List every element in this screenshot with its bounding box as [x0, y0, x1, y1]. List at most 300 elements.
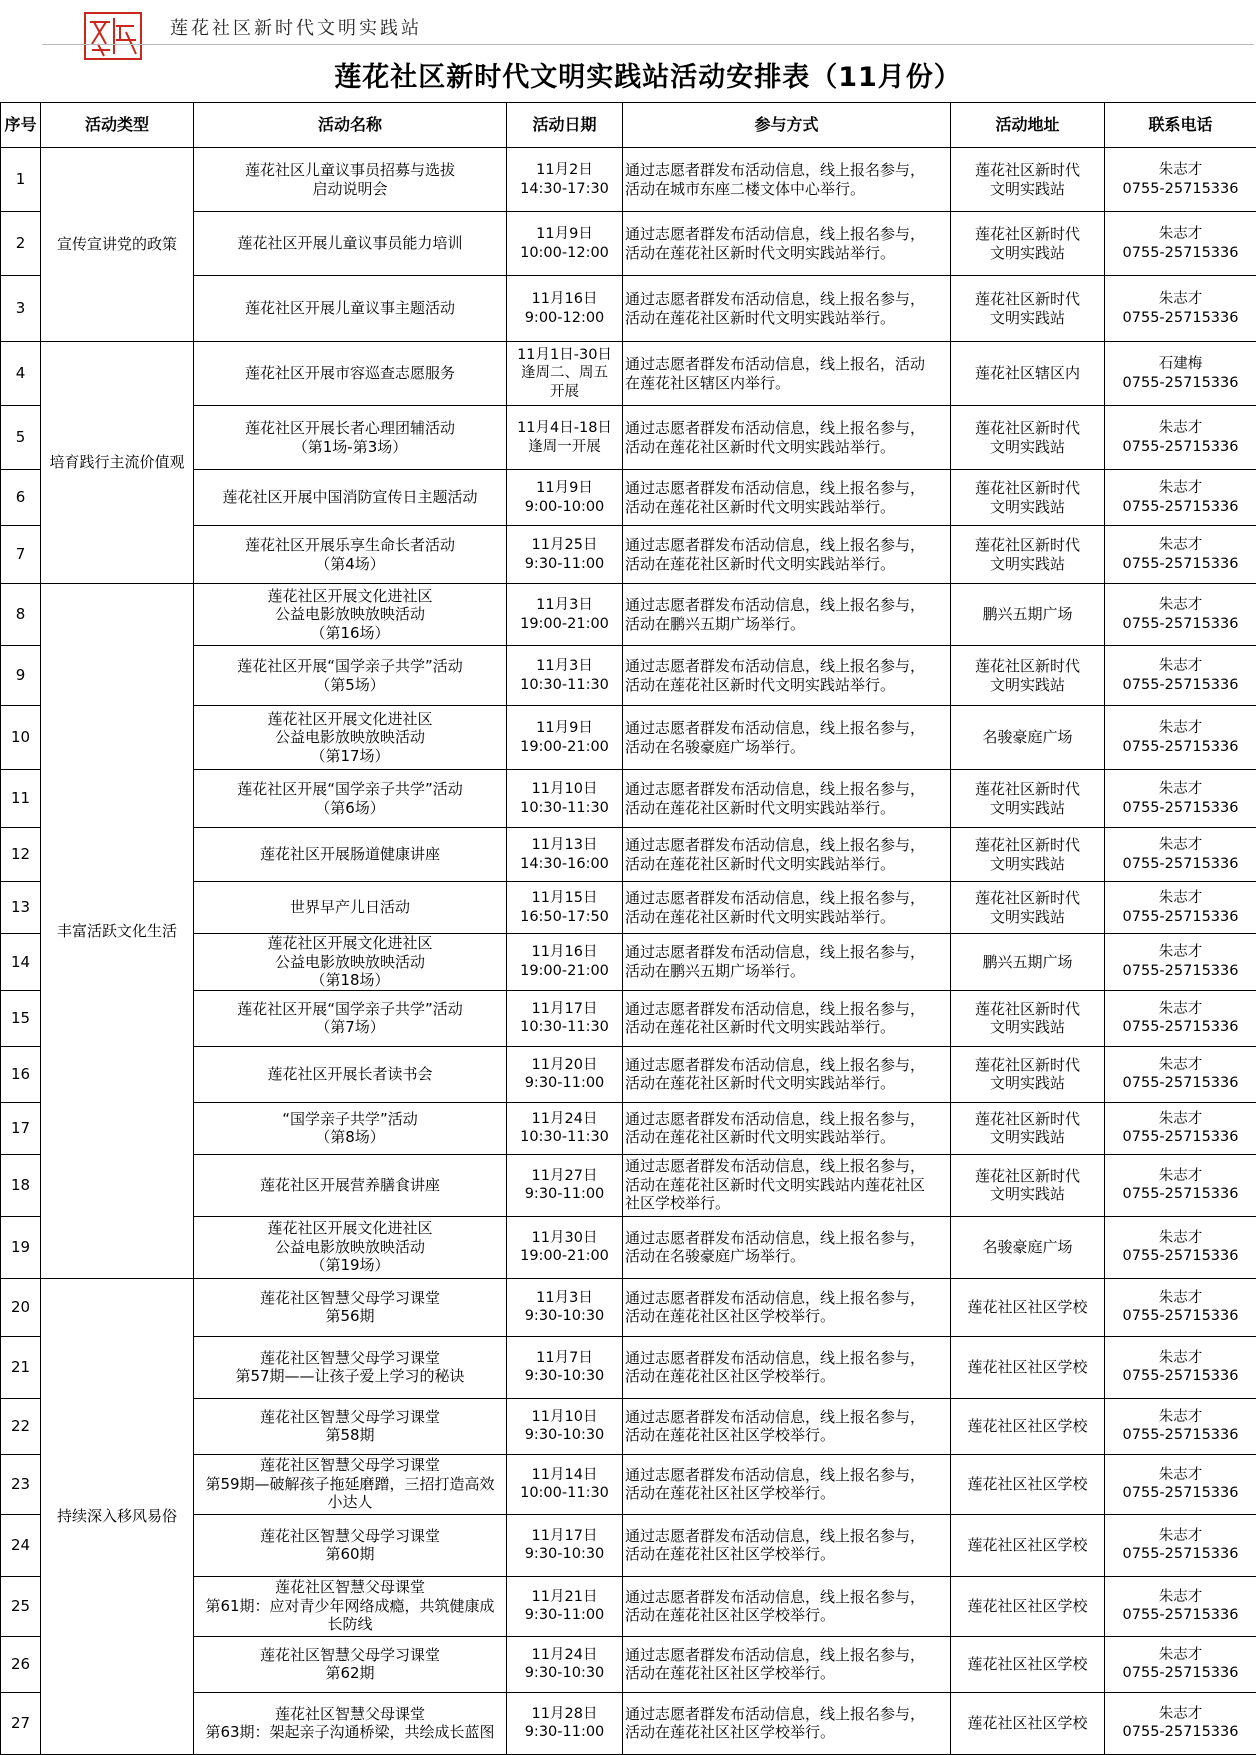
cell-line: 活动在莲花社区社区学校举行。	[625, 1307, 948, 1326]
activity-date-cell	[507, 770, 623, 828]
activity-name-cell	[194, 1576, 507, 1636]
cell-line: 通过志愿者群发布活动信息，线上报名参与，	[625, 1349, 948, 1368]
cell-line: 莲花社区开展文化进社区	[196, 710, 504, 729]
cell-line: 莲花社区辖区内	[953, 364, 1102, 383]
cell-line: 莲花社区开展“国学亲子共学”活动	[196, 1000, 504, 1019]
participation-cell	[623, 882, 951, 934]
contact-phone-cell	[1105, 882, 1256, 934]
contact-phone-cell	[1105, 1636, 1256, 1692]
activity-type-cell: 宣传宣讲党的政策	[41, 148, 194, 342]
activity-address-cell	[951, 1454, 1105, 1514]
cell-line: 文明实践站	[953, 799, 1102, 818]
cell-line: 11月3日	[509, 1289, 620, 1308]
participation-cell	[623, 1278, 951, 1336]
cell-line: 文明实践站	[953, 676, 1102, 695]
cell-line: 活动在莲花社区新时代文明实践站内莲花社区	[625, 1176, 948, 1195]
cell-line: 0755-25715336	[1107, 615, 1254, 634]
row-index: 25	[1, 1576, 41, 1636]
cell-line: 莲花社区智慧父母课堂	[196, 1705, 504, 1724]
contact-phone-cell	[1105, 1576, 1256, 1636]
cell-line: 通过志愿者群发布活动信息，线上报名参与，	[625, 943, 948, 962]
activity-name-cell	[194, 1046, 507, 1102]
activity-date-cell	[507, 882, 623, 934]
activity-date-cell	[507, 1336, 623, 1398]
activity-name-cell	[194, 770, 507, 828]
participation-cell	[623, 526, 951, 584]
activity-name-cell	[194, 342, 507, 406]
activity-date-cell	[507, 342, 623, 406]
cell-line: 莲花社区开展文化进社区	[196, 1219, 504, 1238]
participation-cell	[623, 1398, 951, 1454]
cell-line: 11月21日	[509, 1588, 620, 1607]
participation-cell	[623, 1102, 951, 1154]
activity-name-cell	[194, 1398, 507, 1454]
cell-line: 莲花社区开展肠道健康讲座	[196, 845, 504, 864]
cell-line: 9:30-10:30	[509, 1426, 620, 1445]
activity-address-cell	[951, 1692, 1105, 1754]
cell-line: 0755-25715336	[1107, 908, 1254, 927]
cell-line: 文明实践站	[953, 438, 1102, 457]
activity-date-cell	[507, 406, 623, 470]
participation-cell	[623, 1154, 951, 1216]
activity-address-cell	[951, 276, 1105, 342]
cell-line: 11月15日	[509, 889, 620, 908]
activity-date-cell	[507, 1692, 623, 1754]
cell-line: 0755-25715336	[1107, 962, 1254, 981]
activity-schedule-table	[0, 102, 1256, 1755]
contact-phone-cell	[1105, 1102, 1256, 1154]
contact-phone-cell	[1105, 1454, 1256, 1514]
cell-line: 0755-25715336	[1107, 1128, 1254, 1147]
table-title-row	[42, 44, 1254, 103]
table-row	[1, 342, 1256, 406]
cell-line: 0755-25715336	[1107, 1367, 1254, 1386]
activity-address-cell	[951, 934, 1105, 991]
cell-line: 11月10日	[509, 780, 620, 799]
cell-line: 0755-25715336	[1107, 1018, 1254, 1037]
cell-line: 通过志愿者群发布活动信息，线上报名参与，	[625, 780, 948, 799]
cell-line: 文明实践站	[953, 498, 1102, 517]
activity-name-cell	[194, 406, 507, 470]
cell-line: 11月2日	[509, 161, 620, 180]
cell-line: 朱志才	[1107, 1167, 1254, 1186]
cell-line: 文明实践站	[953, 244, 1102, 263]
cell-line: 朱志才	[1107, 1349, 1254, 1368]
cell-line: 活动在莲花社区新时代文明实践站举行。	[625, 244, 948, 263]
activity-name-cell	[194, 1336, 507, 1398]
activity-date-cell	[507, 1278, 623, 1336]
cell-line: （第7场）	[196, 1018, 504, 1037]
cell-line: 19:00-21:00	[509, 962, 620, 981]
column-header-participation: 参与方式	[623, 103, 951, 148]
activity-name-cell	[194, 1154, 507, 1216]
contact-phone-cell	[1105, 1336, 1256, 1398]
cell-line: 文明实践站	[953, 309, 1102, 328]
cell-line: 9:00-12:00	[509, 309, 620, 328]
contact-phone-cell	[1105, 526, 1256, 584]
row-index: 24	[1, 1514, 41, 1576]
row-index: 23	[1, 1454, 41, 1514]
row-index: 12	[1, 828, 41, 882]
cell-line: 活动在莲花社区新时代文明实践站举行。	[625, 855, 948, 874]
activity-address-cell	[951, 148, 1105, 212]
cell-line: （第5场）	[196, 676, 504, 695]
cell-line: 鹏兴五期广场	[953, 953, 1102, 972]
cell-line: 通过志愿者群发布活动信息，线上报名参与，	[625, 836, 948, 855]
activity-date-cell	[507, 1514, 623, 1576]
cell-line: 0755-25715336	[1107, 180, 1254, 199]
activity-address-cell	[951, 212, 1105, 276]
cell-line: 莲花社区新时代	[953, 1000, 1102, 1019]
contact-phone-cell	[1105, 1514, 1256, 1576]
cell-line: 朱志才	[1107, 943, 1254, 962]
cell-line: 长防线	[196, 1615, 504, 1634]
cell-line: 莲花社区智慧父母学习课堂	[196, 1349, 504, 1368]
contact-phone-cell	[1105, 212, 1256, 276]
cell-line: 莲花社区社区学校	[953, 1358, 1102, 1377]
cell-line: 文明实践站	[953, 908, 1102, 927]
cell-line: 莲花社区新时代	[953, 536, 1102, 555]
activity-address-cell	[951, 1336, 1105, 1398]
cell-line: 9:30-11:00	[509, 555, 620, 574]
activity-address-cell	[951, 990, 1105, 1046]
cell-line: 通过志愿者群发布活动信息，线上报名参与，	[625, 1110, 948, 1129]
cell-line: 启动说明会	[196, 180, 504, 199]
cell-line: 公益电影放映放映活动	[196, 605, 504, 624]
cell-line: 朱志才	[1107, 1588, 1254, 1607]
activity-date-cell	[507, 526, 623, 584]
activity-name-cell	[194, 1454, 507, 1514]
cell-line: 莲花社区开展长者读书会	[196, 1065, 504, 1084]
activity-name-cell	[194, 1514, 507, 1576]
contact-phone-cell	[1105, 1692, 1256, 1754]
cell-line: 16:50-17:50	[509, 908, 620, 927]
participation-cell	[623, 1692, 951, 1754]
participation-cell	[623, 1454, 951, 1514]
participation-cell	[623, 470, 951, 526]
cell-line: 活动在莲花社区社区学校举行。	[625, 1367, 948, 1386]
cell-line: 活动在莲花社区新时代文明实践站举行。	[625, 908, 948, 927]
cell-line: 莲花社区新时代	[953, 479, 1102, 498]
cell-line: 莲花社区社区学校	[953, 1597, 1102, 1616]
cell-line: 逢周二、周五	[509, 364, 620, 383]
cell-line: 活动在名骏豪庭广场举行。	[625, 738, 948, 757]
cell-line: 10:00-12:00	[509, 244, 620, 263]
page-title: 莲花社区新时代文明实践站活动安排表（11月份）	[334, 55, 962, 94]
cell-line: 第60期	[196, 1545, 504, 1564]
row-index: 9	[1, 646, 41, 706]
row-index: 5	[1, 406, 41, 470]
cell-line: 11月17日	[509, 1527, 620, 1546]
participation-cell	[623, 646, 951, 706]
row-index: 27	[1, 1692, 41, 1754]
participation-cell	[623, 706, 951, 770]
cell-line: 朱志才	[1107, 657, 1254, 676]
cell-line: 活动在鹏兴五期广场举行。	[625, 615, 948, 634]
participation-cell	[623, 828, 951, 882]
cell-line: 活动在莲花社区新时代文明实践站举行。	[625, 1018, 948, 1037]
row-index: 7	[1, 526, 41, 584]
cell-line: 通过志愿者群发布活动信息，线上报名参与，	[625, 1408, 948, 1427]
contact-phone-cell	[1105, 342, 1256, 406]
cell-line: 莲花社区开展文化进社区	[196, 934, 504, 953]
activity-date-cell	[507, 584, 623, 646]
activity-date-cell	[507, 276, 623, 342]
cell-line: 通过志愿者群发布活动信息，线上报名参与，	[625, 161, 948, 180]
cell-line: 活动在莲花社区新时代文明实践站举行。	[625, 1074, 948, 1093]
cell-line: 朱志才	[1107, 1705, 1254, 1724]
cell-line: 文明实践站	[953, 1185, 1102, 1204]
row-index: 6	[1, 470, 41, 526]
cell-line: 通过志愿者群发布活动信息，线上报名参与，	[625, 889, 948, 908]
cell-line: 9:00-10:00	[509, 498, 620, 517]
activity-address-cell	[951, 1514, 1105, 1576]
row-index: 22	[1, 1398, 41, 1454]
cell-line: 11月16日	[509, 290, 620, 309]
row-index: 20	[1, 1278, 41, 1336]
cell-line: 0755-25715336	[1107, 1545, 1254, 1564]
activity-name-cell	[194, 882, 507, 934]
cell-line: 文明实践站	[953, 180, 1102, 199]
activity-address-cell	[951, 584, 1105, 646]
cell-line: 第58期	[196, 1426, 504, 1445]
row-index: 21	[1, 1336, 41, 1398]
activity-date-cell	[507, 1102, 623, 1154]
cell-line: 朱志才	[1107, 836, 1254, 855]
cell-line: 10:30-11:30	[509, 799, 620, 818]
cell-line: 朱志才	[1107, 1289, 1254, 1308]
cell-line: 0755-25715336	[1107, 309, 1254, 328]
activity-date-cell	[507, 934, 623, 991]
cell-line: 活动在莲花社区社区学校举行。	[625, 1545, 948, 1564]
cell-line: 朱志才	[1107, 1110, 1254, 1129]
cell-line: 朱志才	[1107, 719, 1254, 738]
cell-line: 世界早产儿日活动	[196, 898, 504, 917]
cell-line: 朱志才	[1107, 596, 1254, 615]
contact-phone-cell	[1105, 406, 1256, 470]
cell-line: 莲花社区新时代	[953, 1167, 1102, 1186]
row-index: 1	[1, 148, 41, 212]
row-index: 4	[1, 342, 41, 406]
cell-line: 0755-25715336	[1107, 555, 1254, 574]
cell-line: 活动在莲花社区社区学校举行。	[625, 1426, 948, 1445]
cell-line: 莲花社区智慧父母学习课堂	[196, 1408, 504, 1427]
cell-line: 11月9日	[509, 225, 620, 244]
activity-address-cell	[951, 1102, 1105, 1154]
cell-line: 11月17日	[509, 1000, 620, 1019]
cell-line: 0755-25715336	[1107, 1606, 1254, 1625]
activity-address-cell	[951, 828, 1105, 882]
cell-line: 11月30日	[509, 1229, 620, 1248]
cell-line: 11月3日	[509, 657, 620, 676]
cell-line: 莲花社区开展营养膳食讲座	[196, 1176, 504, 1195]
cell-line: 11月24日	[509, 1646, 620, 1665]
cell-line: 活动在鹏兴五期广场举行。	[625, 962, 948, 981]
cell-line: 朱志才	[1107, 780, 1254, 799]
cell-line: 通过志愿者群发布活动信息，线上报名参与，	[625, 1527, 948, 1546]
activity-name-cell	[194, 706, 507, 770]
participation-cell	[623, 1336, 951, 1398]
activity-name-cell	[194, 1102, 507, 1154]
row-index: 26	[1, 1636, 41, 1692]
cell-line: 11月16日	[509, 943, 620, 962]
cell-line: 11月13日	[509, 836, 620, 855]
contact-phone-cell	[1105, 470, 1256, 526]
cell-line: 11月24日	[509, 1110, 620, 1129]
cell-line: 开展	[509, 383, 620, 402]
cell-line: 通过志愿者群发布活动信息，线上报名参与，	[625, 1000, 948, 1019]
cell-line: 文明实践站	[953, 1074, 1102, 1093]
cell-line: 11月9日	[509, 719, 620, 738]
cell-line: 石建梅	[1107, 355, 1254, 374]
page-header	[0, 0, 1256, 44]
activity-date-cell	[507, 1154, 623, 1216]
cell-line: 活动在莲花社区新时代文明实践站举行。	[625, 555, 948, 574]
activity-type-cell: 持续深入移风易俗	[41, 1278, 194, 1754]
cell-line: 莲花社区社区学校	[953, 1714, 1102, 1733]
row-index: 17	[1, 1102, 41, 1154]
cell-line: 公益电影放映放映活动	[196, 953, 504, 972]
cell-line: 10:30-11:30	[509, 1128, 620, 1147]
cell-line: 9:30-11:00	[509, 1723, 620, 1742]
cell-line: 莲花社区开展长者心理团辅活动	[196, 419, 504, 438]
cell-line: 通过志愿者群发布活动信息，线上报名参与，	[625, 596, 948, 615]
cell-line: 11月20日	[509, 1056, 620, 1075]
cell-line: 0755-25715336	[1107, 738, 1254, 757]
contact-phone-cell	[1105, 1216, 1256, 1278]
activity-date-cell	[507, 990, 623, 1046]
row-index: 2	[1, 212, 41, 276]
contact-phone-cell	[1105, 706, 1256, 770]
cell-line: （第6场）	[196, 799, 504, 818]
cell-line: 莲花社区新时代	[953, 657, 1102, 676]
cell-line: 莲花社区智慧父母学习课堂	[196, 1646, 504, 1665]
cell-line: 莲花社区开展市容巡查志愿服务	[196, 364, 504, 383]
cell-line: 通过志愿者群发布活动信息，线上报名参与，	[625, 290, 948, 309]
cell-line: 朱志才	[1107, 1000, 1254, 1019]
activity-type-cell: 丰富活跃文化生活	[41, 584, 194, 1279]
participation-cell	[623, 276, 951, 342]
cell-line: 第59期—破解孩子拖延磨蹭，三招打造高效	[196, 1475, 504, 1494]
cell-line: 莲花社区新时代	[953, 225, 1102, 244]
activity-date-cell	[507, 1576, 623, 1636]
cell-line: 逢周一开展	[509, 438, 620, 457]
cell-line: 0755-25715336	[1107, 1307, 1254, 1326]
activity-name-cell	[194, 828, 507, 882]
cell-line: 0755-25715336	[1107, 1484, 1254, 1503]
cell-line: 9:30-10:30	[509, 1307, 620, 1326]
activity-address-cell	[951, 1278, 1105, 1336]
cell-line: 公益电影放映放映活动	[196, 1238, 504, 1257]
activity-date-cell	[507, 212, 623, 276]
cell-line: 莲花社区社区学校	[953, 1475, 1102, 1494]
cell-line: 文明实践站	[953, 855, 1102, 874]
activity-name-cell	[194, 526, 507, 584]
activity-date-cell	[507, 1454, 623, 1514]
activity-address-cell	[951, 342, 1105, 406]
cell-line: 11月14日	[509, 1466, 620, 1485]
activity-address-cell	[951, 406, 1105, 470]
table-body	[1, 148, 1256, 1755]
table-row	[1, 1278, 1256, 1336]
cell-line: （第16场）	[196, 624, 504, 643]
activity-address-cell	[951, 882, 1105, 934]
cell-line: 莲花社区社区学校	[953, 1417, 1102, 1436]
cell-line: 14:30-17:30	[509, 180, 620, 199]
cell-line: 0755-25715336	[1107, 1247, 1254, 1266]
row-index: 15	[1, 990, 41, 1046]
contact-phone-cell	[1105, 770, 1256, 828]
activity-name-cell	[194, 934, 507, 991]
cell-line: 通过志愿者群发布活动信息，线上报名，活动	[625, 355, 948, 374]
activity-name-cell	[194, 584, 507, 646]
cell-line: 11月7日	[509, 1349, 620, 1368]
cell-line: 莲花社区开展“国学亲子共学”活动	[196, 780, 504, 799]
contact-phone-cell	[1105, 584, 1256, 646]
cell-line: 莲花社区儿童议事员招募与选拔	[196, 161, 504, 180]
activity-address-cell	[951, 1046, 1105, 1102]
cell-line: 10:00-11:30	[509, 1484, 620, 1503]
participation-cell	[623, 1216, 951, 1278]
cell-line: 0755-25715336	[1107, 1074, 1254, 1093]
participation-cell	[623, 990, 951, 1046]
cell-line: 0755-25715336	[1107, 374, 1254, 393]
cell-line: 活动在莲花社区新时代文明实践站举行。	[625, 438, 948, 457]
contact-phone-cell	[1105, 828, 1256, 882]
column-header-name: 活动名称	[194, 103, 507, 148]
contact-phone-cell	[1105, 646, 1256, 706]
activity-address-cell	[951, 470, 1105, 526]
table-row	[1, 584, 1256, 646]
cell-line: 19:00-21:00	[509, 615, 620, 634]
cell-line: 文明实践站	[953, 1018, 1102, 1037]
cell-line: 莲花社区智慧父母学习课堂	[196, 1289, 504, 1308]
cell-line: 莲花社区新时代	[953, 290, 1102, 309]
cell-line: 通过志愿者群发布活动信息，线上报名参与，	[625, 1229, 948, 1248]
activity-date-cell	[507, 1216, 623, 1278]
cell-line: 活动在莲花社区新时代文明实践站举行。	[625, 799, 948, 818]
cell-line: 朱志才	[1107, 1527, 1254, 1546]
activity-date-cell	[507, 148, 623, 212]
cell-line: 通过志愿者群发布活动信息，线上报名参与，	[625, 719, 948, 738]
cell-line: 通过志愿者群发布活动信息，线上报名参与，	[625, 479, 948, 498]
cell-line: 莲花社区新时代	[953, 889, 1102, 908]
brand-name: 莲花社区新时代文明实践站	[170, 14, 422, 40]
cell-line: 通过志愿者群发布活动信息，线上报名参与，	[625, 1646, 948, 1665]
participation-cell	[623, 148, 951, 212]
cell-line: 朱志才	[1107, 889, 1254, 908]
cell-line: 19:00-21:00	[509, 1247, 620, 1266]
cell-line: 0755-25715336	[1107, 676, 1254, 695]
column-header-phone: 联系电话	[1105, 103, 1256, 148]
cell-line: 莲花社区新时代	[953, 1056, 1102, 1075]
cell-line: 通过志愿者群发布活动信息，线上报名参与，	[625, 1705, 948, 1724]
cell-line: 第63期：架起亲子沟通桥梁，共绘成长蓝图	[196, 1723, 504, 1742]
contact-phone-cell	[1105, 1046, 1256, 1102]
row-index: 13	[1, 882, 41, 934]
cell-line: 活动在城市东座二楼文体中心举行。	[625, 180, 948, 199]
cell-line: 莲花社区社区学校	[953, 1536, 1102, 1555]
cell-line: 11月10日	[509, 1408, 620, 1427]
cell-line: 活动在莲花社区社区学校举行。	[625, 1606, 948, 1625]
cell-line: 活动在莲花社区社区学校举行。	[625, 1723, 948, 1742]
cell-line: 莲花社区新时代	[953, 419, 1102, 438]
cell-line: 11月3日	[509, 596, 620, 615]
activity-name-cell	[194, 470, 507, 526]
activity-date-cell	[507, 828, 623, 882]
contact-phone-cell	[1105, 1154, 1256, 1216]
cell-line: 11月9日	[509, 479, 620, 498]
